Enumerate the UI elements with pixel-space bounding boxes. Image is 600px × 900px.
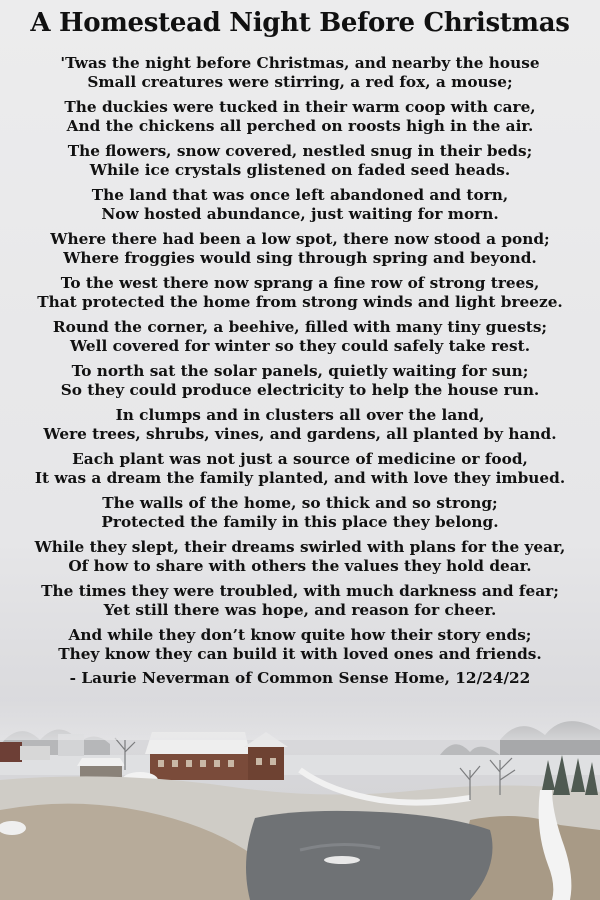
poem-line: Where there had been a low spot, there now stood a pond;: [50, 230, 550, 248]
poem-line: That protected the home from strong winds and light breeze.: [37, 293, 563, 311]
poem-line: It was a dream the family planted, and with love they imbued.: [34, 469, 566, 487]
poem-stanza: [0, 538, 600, 576]
poem-stanza: [0, 582, 600, 620]
poem-stanza: [0, 274, 600, 312]
poem-signature: - Laurie Neverman of Common Sense Home, 12/24/22: [69, 669, 531, 687]
poem-stanza: [0, 362, 600, 400]
poem-title: A Homestead Night Before Christmas: [30, 8, 570, 38]
snowy-island: [324, 856, 360, 864]
poem-line: Well covered for winter so they could safely take rest.: [69, 337, 531, 355]
poem-line: While they slept, their dreams swirled with plans for the year,: [34, 538, 566, 556]
poem-line: And while they don’t know quite how their story ends;: [68, 626, 532, 644]
poem-line: The times they were troubled, with much darkness and fear;: [41, 582, 559, 600]
poem-stanza: [0, 626, 600, 664]
poem-line: Small creatures were stirring, a red fox, a mouse;: [87, 73, 513, 91]
poem-line: And the chickens all perched on roosts high in the air.: [66, 117, 534, 135]
poem-stanza: [0, 142, 600, 180]
poem-line: To the west there now sprang a fine row of strong trees,: [60, 274, 540, 292]
poem-line: Yet still there was hope, and reason for cheer.: [103, 601, 497, 619]
snowy-homestead-scene-image: [0, 700, 600, 900]
poem-stanza: [0, 406, 600, 444]
poem-stanzas: [0, 54, 600, 664]
poem-stanza: [0, 230, 600, 268]
poem-line: The land that was once left abandoned and torn,: [91, 186, 509, 204]
poem-line: They know they can build it with loved ones and friends.: [58, 645, 542, 663]
poem-stanza: [0, 98, 600, 136]
poem-line: Round the corner, a beehive, filled with many tiny guests;: [52, 318, 548, 336]
poem-line: Each plant was not just a source of medicine or food,: [72, 450, 528, 468]
poem-line: The walls of the home, so thick and so strong;: [102, 494, 498, 512]
poem-stanza: [0, 186, 600, 224]
poem-line: Where froggies would sing through spring and beyond.: [63, 249, 537, 267]
poem-stanza: [0, 494, 600, 532]
pond: [246, 811, 493, 900]
poem-line: To north sat the solar panels, quietly waiting for sun;: [71, 362, 529, 380]
poem-line: So they could produce electricity to help the house run.: [60, 381, 540, 399]
poem-line: 'Twas the night before Christmas, and nearby the house: [60, 54, 540, 72]
poem-line: While ice crystals glistened on faded seed heads.: [89, 161, 511, 179]
poem-line: Were trees, shrubs, vines, and gardens, all planted by hand.: [43, 425, 557, 443]
poem-stanza: [0, 318, 600, 356]
poem-line: Protected the family in this place they belong.: [101, 513, 499, 531]
poem-line: The duckies were tucked in their warm coop with care,: [64, 98, 536, 116]
poem-line: The flowers, snow covered, nestled snug in their beds;: [67, 142, 533, 160]
poem-stanza: [0, 450, 600, 488]
poem-line: In clumps and in clusters all over the land,: [115, 406, 485, 424]
poem-line: Of how to share with others the values they hold dear.: [68, 557, 532, 575]
poem-stanza: [0, 54, 600, 92]
poem-line: Now hosted abundance, just waiting for morn.: [101, 205, 499, 223]
